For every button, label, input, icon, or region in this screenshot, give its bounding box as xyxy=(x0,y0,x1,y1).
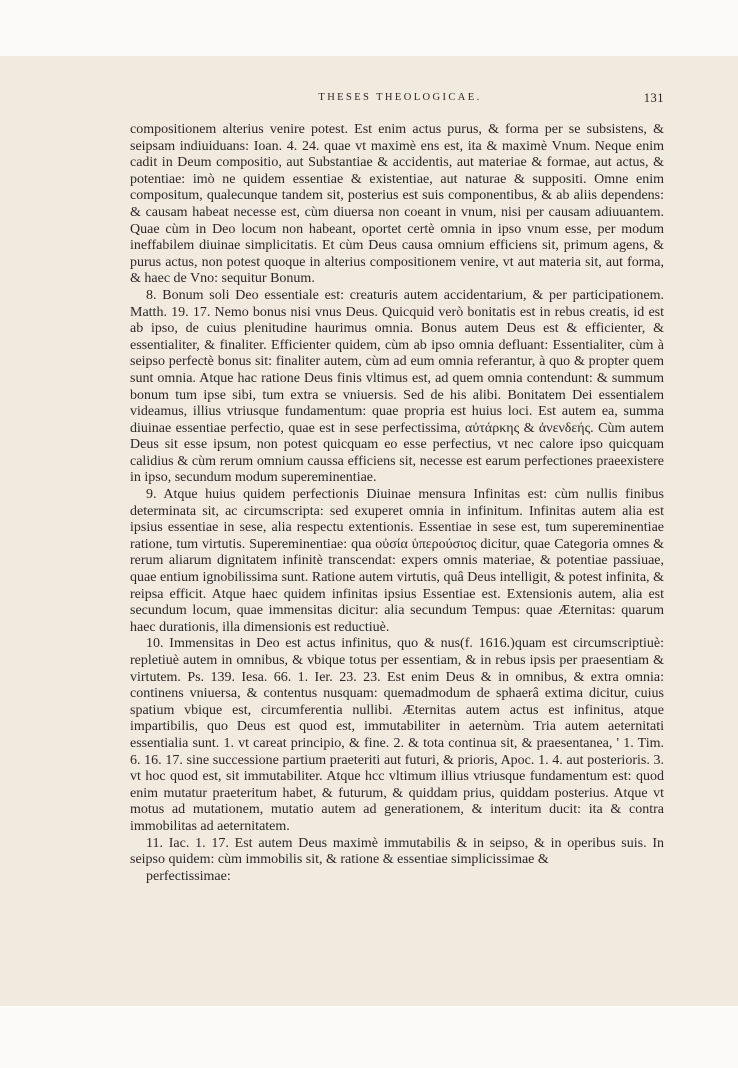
paragraph-text: Atque huius quidem perfectionis Diuinae mensura Infinitas est: cùm nullis finibus determinata sit, ac circumscripta: sed exuperet omnia in infinitum. Infinitas autem alia est ipsius essentiae in sese, alia respectu extentionis. Essentiae in sese est, tum supereminentiae ratione, tum virtutis. Supereminentiae: qua οὐσία ὑπερούσιος dicitur, quae Categoria omnes & rerum aliarum dignitatem infinitè transcendat: expers omnis materiae, & potentiae passiuae, quae entium ignobilissima sunt. Ratione autem virtutis, quâ Deus intelligit, & potest infinita, & reipsa efficit. Atque haec quidem infinitas ipsius Essentiae est. Extensionis autem, alia est secundum locum, quae immensitas dicitur: alia secundum Tempus: quae Æternitas: quarum haec durationis, illa dimensionis est reductiuè. xyxy=(130,487,664,635)
paragraph-number: 10. xyxy=(146,636,164,652)
paragraph-number: 8. xyxy=(146,287,157,303)
paragraph-11 xyxy=(130,836,664,886)
paragraph-8 xyxy=(130,288,664,487)
page-header xyxy=(130,92,664,108)
running-title: THESES THEOLOGICAE. xyxy=(318,92,482,103)
paragraph-10 xyxy=(130,636,664,835)
page-number: 131 xyxy=(643,91,664,105)
paragraph-final-line: perfectissimae: xyxy=(146,868,231,884)
paragraph-number: 11. xyxy=(146,835,163,851)
paragraph-text: Immensitas in Deo est actus infinitus, quo & nus(f. 1616.)quam est circumscriptiuè: repletiuè autem in omnibus, & vbique totus per essentiam, & in rebus ipsis per praesentiam & virtutem. Ps. 139. Iesa. 66. 1. Ier. 23. 23. Est enim Deus & in omnibus, & extra omnia: continens vniuersa, & contentus nusquam: quemadmodum de sphaerâ extima dicitur, cuius spatium vbique est, circumferentia nullibi. Æternitas autem actus est infinitus, atque impartibilis, quo Deus est quod est, immutabiliter in aeternùm. Tria autem aeternitati essentialia sunt. 1. vt careat principio, & fine. 2. & tota continua sit, & praesentanea, ' 1. Tim. 6. 16. 17. sine successione partium praeteriti aut futuri, & prioris, Apoc. 1. 4. aut posterioris. 3. vt hoc quod est, sit immutabiliter. Atque hcc vltimum illius vtriusque fundamentum est: quod enim mutatur praeteritum habet, & futurum, & quiddam prius, quiddam posterius. Atque vt motus ad mutationem, mutatio autem ad generationem, & interitum ducit: ita & contra immobilitas ad aeternitatem. xyxy=(130,636,664,834)
paragraph-9 xyxy=(130,487,664,636)
paragraph-number: 9. xyxy=(146,487,157,503)
book-page xyxy=(0,56,738,1006)
paragraph-text: compositionem alterius venire potest. Est enim actus purus, & forma per se subsistens, & seipsam indiuiduans: Ioan. 4. 24. quae vt maximè ens est, ita & maximè Vnum. Neque enim cadit in Deum compositio, aut Substantiae & accidentis, aut materiae & formae, aut actus, & potentiae: imò ne quidem essentiae & existentiae, aut naturae & suppositi. Omne enim compositum, qualecunque tandem sit, posterius est suis componentibus, & ab aliis dependens: & causam habeat necesse est, cùm diuersa non coeant in vnum, nisi per causam adiuuantem. Quae cùm in Deo locum non habeant, oportet certè omnia in ipso vnum esse, per modum ineffabilem diuinae simplicitatis. Et cùm Deus causa omnium efficiens sit, primum agens, & purus actus, non potest quoque in alterius compositionem venire, vt aut materia sit, aut forma, & haec de Vno: sequitur Bonum. xyxy=(130,122,664,287)
paragraph-continuation xyxy=(130,122,664,288)
paragraph-text: Bonum soli Deo essentiale est: creaturis autem accidentarium, & per participationem. Matth. 19. 17. Nemo bonus nisi vnus Deus. Quicquid verò bonitatis est in rebus creatis, id est ab ipso, de cuius plenitudine haurimus omnia. Bonus autem Deus est & efficienter, & essentialiter, & finaliter. Efficienter quidem, cùm ab ipso omnia defluant: Essentialiter, cùm à seipso perfectè bonus sit: finaliter autem, cùm ad eum omnia referantur, à quo & propter quem sunt omnia. Atque hac ratione Deus finis vltimus est, ad quem omnia contendunt: & summum bonum tum ipse sibi, tum extra se vniuersis. Sed de his alibi. Bonitatem Dei essentialem videamus, illius vtriusque fundamentum: quae propria est huius loci. Est autem ea, summa diuinae essentiae perfectio, quae est in sese perfectissima, αὐτάρκης & ἀνενδεής. Cùm autem Deus sit esse ipsum, non potest quicquam eo esse perfectius, vt nec calore ipso quicquam calidius & cùm rerum omnium caussa efficiens sit, necesse est earum perfectiones praeexistere in ipso, secundum modum supereminentiae. xyxy=(130,287,665,486)
paragraph-text: Iac. 1. 17. Est autem Deus maximè immutabilis & in seipso, & in operibus suis. In seipso quidem: cùm immobilis sit, & ratione & essentiae simplicissimae & xyxy=(130,835,665,868)
page-body xyxy=(130,122,664,885)
